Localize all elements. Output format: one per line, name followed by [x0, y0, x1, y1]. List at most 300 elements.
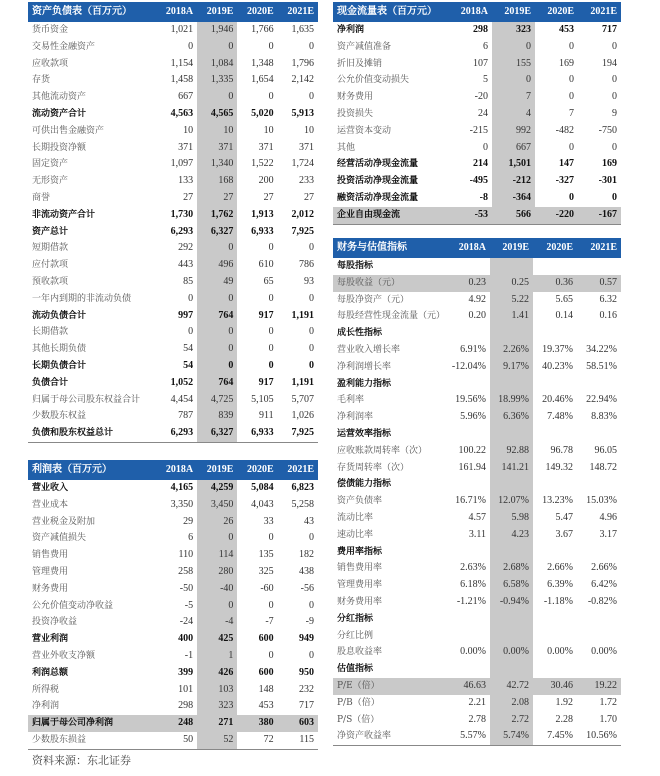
- cell-value: 1.72: [599, 696, 617, 708]
- row-label: 融资活动净现金流量: [337, 192, 419, 203]
- cell-value: 2,012: [291, 208, 314, 220]
- table-row: [333, 72, 621, 89]
- column-header: 2019E: [197, 460, 237, 480]
- cell-value: [577, 376, 621, 393]
- row-label: 运营资本变动: [337, 125, 392, 136]
- row-label: 少数股东损益: [28, 732, 157, 749]
- column-header: 2021E: [278, 460, 318, 480]
- cell-value: 0: [309, 242, 314, 254]
- table-row: [28, 190, 318, 207]
- row-label: 净利润率: [337, 412, 374, 423]
- cell-value: 453: [559, 24, 574, 35]
- table-row: [28, 89, 318, 106]
- cell-value: 325: [258, 565, 274, 577]
- cell-value: [577, 426, 621, 443]
- table-row: [333, 426, 621, 443]
- table-title: 资产负债表（百万元）: [28, 2, 157, 22]
- column-header: 2018A: [157, 460, 197, 480]
- cell-value: 5.65: [555, 293, 573, 305]
- cell-value: -301: [598, 175, 617, 187]
- cell-value: 26: [197, 514, 237, 531]
- cell-value: 6,293: [157, 425, 197, 442]
- table-row: [333, 359, 621, 376]
- table-row: [28, 408, 318, 425]
- cell-value: 1,766: [251, 24, 274, 35]
- row-label: 净利润增长率: [337, 361, 392, 372]
- income-statement-table: [28, 460, 318, 750]
- cell-value: 453: [258, 700, 274, 712]
- cell-value: 1,021: [170, 24, 194, 35]
- row-label: 资产减值损失: [32, 533, 87, 544]
- cell-value: 839: [197, 408, 237, 425]
- row-label: 财务费用: [337, 92, 374, 103]
- cell-value: [490, 476, 533, 493]
- cell-value: 0: [197, 39, 237, 56]
- cell-value: 380: [237, 715, 277, 732]
- table-header-row: [333, 238, 621, 258]
- cell-value: 148: [258, 683, 274, 695]
- cell-value: -7: [265, 616, 274, 628]
- table-row: [28, 715, 318, 732]
- cell-value: 4.92: [468, 293, 486, 305]
- cell-value: -167: [578, 207, 621, 224]
- cell-value: [533, 628, 577, 645]
- table-row: [333, 544, 621, 561]
- cell-value: 4,043: [251, 498, 274, 510]
- cell-value: 292: [178, 242, 194, 254]
- row-label: 运营效率指标: [337, 428, 392, 439]
- cell-value: -9: [305, 616, 314, 628]
- row-label: 应收账款周转率（次）: [337, 445, 428, 456]
- cell-value: 2.68%: [490, 560, 533, 577]
- row-label: 归属于母公司净利润: [28, 715, 157, 732]
- cell-value: [577, 628, 621, 645]
- cell-value: 232: [299, 683, 314, 695]
- table-row: [333, 728, 621, 745]
- cell-value: 8.83%: [591, 411, 617, 423]
- financial-ratios-table: [333, 238, 621, 746]
- cell-value: 149.32: [545, 461, 573, 473]
- table-row: [333, 577, 621, 594]
- table-row: [333, 173, 621, 190]
- cell-value: 42.72: [490, 678, 533, 695]
- cell-value: 96.05: [594, 444, 617, 456]
- cell-value: 0: [612, 141, 617, 153]
- cell-value: 141.21: [490, 460, 533, 477]
- cell-value: 6.36%: [490, 409, 533, 426]
- cell-value: 54: [183, 359, 194, 371]
- cell-value: [533, 325, 577, 342]
- cell-value: 4.23: [490, 527, 533, 544]
- cell-value: 323: [197, 698, 237, 715]
- table-row: [28, 123, 318, 140]
- cell-value: 0: [197, 291, 237, 308]
- cell-value: -1.21%: [456, 595, 486, 607]
- table-row: [28, 341, 318, 358]
- table-row: [28, 56, 318, 73]
- cell-value: 6: [188, 532, 194, 544]
- cell-value: 1,730: [170, 208, 194, 220]
- cell-value: -20: [474, 91, 488, 103]
- cell-value: 2.28: [555, 713, 573, 725]
- cell-value: 85: [183, 275, 194, 287]
- cell-value: [447, 661, 490, 678]
- cell-value: 371: [299, 141, 314, 153]
- cell-value: 2.21: [468, 696, 486, 708]
- cell-value: 54: [183, 343, 194, 355]
- cell-value: 6,933: [237, 425, 277, 442]
- cell-value: -50: [179, 582, 194, 594]
- row-label: 经营活动净现金流量: [337, 159, 419, 170]
- cell-value: 2.63%: [460, 562, 486, 574]
- table-row: [333, 342, 621, 359]
- cell-value: 1,946: [197, 22, 237, 39]
- table-row: [28, 480, 318, 497]
- cell-value: 0.20: [468, 310, 486, 322]
- table-row: [333, 460, 621, 477]
- cell-value: 997: [178, 309, 194, 321]
- cell-value: 155: [492, 56, 535, 73]
- cell-value: 0: [197, 240, 237, 257]
- table-row: [28, 22, 318, 39]
- cell-value: [533, 476, 577, 493]
- cell-value: 371: [197, 140, 237, 157]
- cell-value: 425: [197, 631, 237, 648]
- cell-value: 5,707: [291, 393, 314, 405]
- cell-value: 0: [268, 359, 274, 371]
- cell-value: 169: [559, 57, 574, 69]
- cell-value: 1,458: [170, 74, 194, 86]
- cell-value: 1,335: [197, 72, 237, 89]
- cell-value: -60: [260, 582, 274, 594]
- cell-value: -1.18%: [543, 595, 573, 607]
- cell-value: 6,293: [170, 225, 194, 237]
- row-label: 营业外收支净额: [32, 650, 96, 661]
- cell-value: 1,052: [170, 376, 194, 388]
- cell-value: 19.37%: [542, 343, 573, 355]
- row-label: 流动资产合计: [32, 108, 87, 119]
- cell-value: 0: [188, 292, 194, 304]
- row-label: 分红指标: [337, 613, 374, 624]
- cell-value: 0: [612, 91, 617, 103]
- cell-value: 27: [197, 190, 237, 207]
- cell-value: 27: [263, 191, 274, 203]
- cell-value: [447, 476, 490, 493]
- cell-value: 6.32: [599, 293, 617, 305]
- cell-value: -212: [492, 173, 535, 190]
- cell-value: 0.57: [577, 275, 621, 292]
- cell-value: -53: [451, 207, 492, 224]
- cell-value: -1: [184, 649, 194, 661]
- table-row: [28, 324, 318, 341]
- cell-value: 566: [492, 207, 535, 224]
- cell-value: 12.07%: [490, 493, 533, 510]
- table-row: [28, 631, 318, 648]
- cell-value: 2.26%: [490, 342, 533, 359]
- cell-value: 667: [492, 140, 535, 157]
- cell-value: 93: [304, 275, 314, 287]
- cell-value: 0: [197, 341, 237, 358]
- cell-value: 10: [263, 124, 274, 136]
- table-row: [28, 425, 318, 442]
- cell-value: 271: [197, 715, 237, 732]
- cell-value: 7,925: [278, 425, 318, 442]
- cell-value: 2.66%: [547, 562, 573, 574]
- table-row: [28, 358, 318, 375]
- cell-value: 3.67: [555, 528, 573, 540]
- cell-value: -4: [197, 614, 237, 631]
- cell-value: 33: [263, 515, 274, 527]
- table-row: [333, 695, 621, 712]
- table-row: [28, 207, 318, 224]
- cell-value: 717: [602, 24, 617, 35]
- cell-value: 4: [492, 106, 535, 123]
- row-label: 营业收入: [32, 483, 69, 493]
- cell-value: 5.57%: [447, 728, 490, 745]
- row-label: 每股净资产（元）: [337, 294, 410, 305]
- cell-value: 911: [259, 410, 274, 422]
- cell-value: 0.00%: [490, 644, 533, 661]
- cell-value: 0: [569, 141, 574, 153]
- row-label: 商誉: [32, 192, 51, 203]
- row-label: 长期投资净额: [32, 142, 87, 153]
- column-header: 2019E: [197, 2, 237, 22]
- cell-value: [577, 476, 621, 493]
- column-header: 2021E: [577, 238, 621, 258]
- row-label: 财务费用: [32, 583, 69, 594]
- row-label: 财务费用率: [337, 596, 383, 607]
- row-label: 资产减值准备: [337, 41, 392, 52]
- table-title: 财务与估值指标: [333, 238, 447, 258]
- cell-value: 949: [299, 633, 314, 645]
- table-row: [333, 308, 621, 325]
- table-row: [333, 493, 621, 510]
- cell-value: 161.94: [458, 461, 486, 473]
- cell-value: 135: [258, 549, 274, 561]
- cell-value: 115: [278, 732, 318, 749]
- row-label: 企业自由现金流: [333, 207, 451, 224]
- cell-value: 7.45%: [533, 728, 577, 745]
- cell-value: 0: [197, 324, 237, 341]
- cell-value: 717: [299, 700, 314, 712]
- table-row: [333, 644, 621, 661]
- cell-value: 1,796: [291, 57, 314, 69]
- cell-value: [533, 661, 577, 678]
- cell-value: 5,913: [291, 107, 314, 119]
- cell-value: [447, 376, 490, 393]
- cell-value: 1,654: [251, 74, 274, 86]
- cell-value: 496: [197, 257, 237, 274]
- cell-value: 9.17%: [490, 359, 533, 376]
- cell-value: 200: [258, 175, 274, 187]
- table-row: [28, 274, 318, 291]
- cell-value: 20.46%: [542, 394, 573, 406]
- cell-value: 248: [157, 715, 197, 732]
- column-header: 2021E: [578, 2, 621, 22]
- table-row: [333, 510, 621, 527]
- row-label: 可供出售金融资产: [32, 125, 105, 136]
- table-row: [333, 258, 621, 275]
- cell-value: 917: [258, 309, 274, 321]
- row-label: 毛利率: [337, 395, 365, 406]
- row-label: 其他流动资产: [32, 92, 87, 103]
- cell-value: 0: [188, 326, 194, 338]
- cell-value: 786: [299, 259, 314, 271]
- cell-value: 0: [268, 292, 274, 304]
- cell-value: 6.58%: [490, 577, 533, 594]
- cell-value: 6,327: [197, 224, 237, 241]
- cell-value: 399: [178, 666, 194, 678]
- column-header: 2020E: [535, 2, 578, 22]
- row-label: 速动比率: [337, 529, 374, 540]
- table-row: [333, 292, 621, 309]
- cell-value: 371: [178, 141, 194, 153]
- cell-value: 0: [268, 326, 274, 338]
- table-row: [28, 140, 318, 157]
- cell-value: 43: [304, 515, 314, 527]
- cell-value: 438: [299, 565, 314, 577]
- cell-value: 1: [197, 648, 237, 665]
- table-row: [333, 443, 621, 460]
- cell-value: 0: [612, 191, 617, 203]
- cell-value: 2.72: [490, 712, 533, 729]
- cell-value: 65: [263, 275, 274, 287]
- table-row: [333, 39, 621, 56]
- cell-value: 13.23%: [542, 495, 573, 507]
- cell-value: 0: [612, 40, 617, 52]
- table-row: [333, 123, 621, 140]
- cell-value: 101: [178, 683, 194, 695]
- row-label: 应收款项: [32, 58, 69, 69]
- row-label: 净利润: [337, 25, 365, 35]
- row-label: 存货: [32, 75, 51, 86]
- column-header: 2021E: [278, 2, 318, 22]
- row-label: 存货周转率（次）: [337, 462, 410, 473]
- cell-value: 168: [197, 173, 237, 190]
- row-label: 负债合计: [32, 377, 69, 388]
- table-row: [28, 39, 318, 56]
- cell-value: 764: [197, 308, 237, 325]
- cell-value: [577, 661, 621, 678]
- cell-value: 4,165: [170, 482, 194, 493]
- row-label: 净利润: [32, 701, 60, 712]
- cell-value: 600: [258, 666, 274, 678]
- cell-value: [533, 376, 577, 393]
- cell-value: 298: [178, 700, 194, 712]
- cell-value: 148.72: [589, 461, 617, 473]
- cell-value: 27: [183, 191, 194, 203]
- cell-value: 6.18%: [460, 579, 486, 591]
- table-row: [28, 291, 318, 308]
- row-label: 流动负债合计: [32, 310, 87, 321]
- row-label: 股息收益率: [337, 647, 383, 658]
- cell-value: 2.78: [468, 713, 486, 725]
- cell-value: 3,450: [197, 497, 237, 514]
- cell-value: 1,191: [291, 376, 314, 388]
- cell-value: 0: [612, 74, 617, 86]
- row-label: 其他长期负债: [32, 344, 87, 355]
- cell-value: 5.98: [490, 510, 533, 527]
- cell-value: 6,933: [251, 225, 274, 237]
- table-row: [333, 140, 621, 157]
- cell-value: 19.56%: [455, 394, 486, 406]
- row-label: 估值指标: [337, 664, 374, 675]
- table-row: [333, 325, 621, 342]
- row-label: 流动比率: [337, 512, 374, 523]
- row-label: 营业税金及附加: [32, 516, 96, 527]
- cell-value: 15.03%: [586, 495, 617, 507]
- table-row: [28, 173, 318, 190]
- cell-value: 371: [258, 141, 274, 153]
- table-row: [28, 257, 318, 274]
- cell-value: [490, 544, 533, 561]
- row-label: 交易性金融资产: [32, 41, 96, 52]
- cell-value: -482: [555, 124, 574, 136]
- row-label: 盈利能力指标: [337, 378, 392, 389]
- cell-value: 6.91%: [460, 343, 486, 355]
- row-label: 净资产收益率: [333, 728, 447, 745]
- row-label: P/B（倍）: [337, 697, 380, 708]
- table-header-row: [333, 2, 621, 22]
- cell-value: -56: [300, 582, 314, 594]
- cash-flow-table: [333, 2, 621, 225]
- row-label: 长期借款: [32, 327, 69, 338]
- row-label: P/E（倍）: [333, 678, 447, 695]
- cell-value: 233: [299, 175, 314, 187]
- cell-value: [490, 258, 533, 275]
- column-header: 2018A: [447, 238, 490, 258]
- cell-value: 6.39%: [547, 579, 573, 591]
- table-row: [28, 648, 318, 665]
- cell-value: 1,191: [291, 309, 314, 321]
- table-row: [333, 712, 621, 729]
- cell-value: [490, 426, 533, 443]
- cell-value: 6,327: [197, 425, 237, 442]
- row-label: 营业成本: [32, 499, 69, 510]
- cell-value: 0: [309, 326, 314, 338]
- cell-value: 7.48%: [547, 411, 573, 423]
- row-label: 投资活动净现金流量: [337, 176, 419, 187]
- cell-value: 5.22: [490, 292, 533, 309]
- cell-value: 0: [309, 343, 314, 355]
- cell-value: 2.08: [490, 695, 533, 712]
- cell-value: 1,084: [197, 56, 237, 73]
- cell-value: 30.46: [533, 678, 577, 695]
- cell-value: 950: [299, 666, 314, 678]
- row-label: 预收款项: [32, 276, 69, 287]
- table-title: 现金流量表（百万元）: [333, 2, 451, 22]
- table-row: [28, 514, 318, 531]
- column-header: 2020E: [237, 460, 277, 480]
- cell-value: 0.00%: [591, 646, 617, 658]
- cell-value: -8: [479, 191, 488, 203]
- row-label: P/S（倍）: [337, 714, 380, 725]
- table-row: [28, 72, 318, 89]
- cell-value: 1,724: [291, 158, 314, 170]
- cell-value: [577, 325, 621, 342]
- cell-value: 917: [258, 376, 274, 388]
- cell-value: -495: [469, 175, 488, 187]
- row-label: 其他: [337, 142, 356, 153]
- table-row: [333, 190, 621, 207]
- cell-value: 29: [183, 515, 194, 527]
- cell-value: 7,925: [291, 225, 314, 237]
- cell-value: -220: [535, 207, 578, 224]
- row-label: 投资净收益: [32, 617, 78, 628]
- column-header: 2020E: [533, 238, 577, 258]
- row-label: 分红比例: [337, 630, 374, 641]
- row-label: 短期借款: [32, 243, 69, 254]
